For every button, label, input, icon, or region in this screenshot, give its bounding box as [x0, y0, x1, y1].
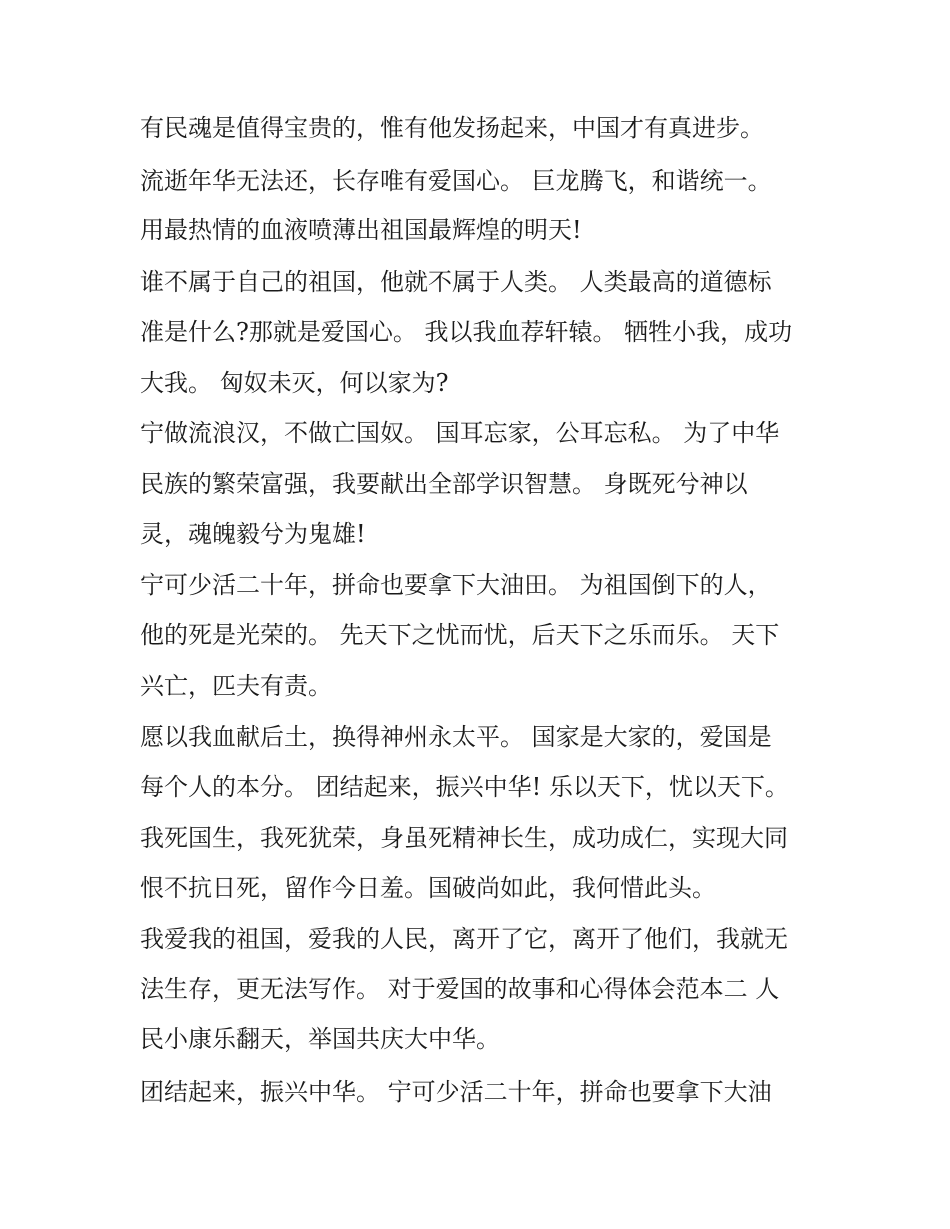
- text-line: 准是什么?那就是爱国心。 我以我血荐轩辕。 牺牲小我，成功: [140, 318, 793, 346]
- text-line: 兴亡，匹夫有责。: [140, 672, 332, 700]
- text-line: 我爱我的祖国，爱我的人民，离开了它，离开了他们，我就无: [140, 925, 788, 953]
- text-line: 宁可少活二十年，拼命也要拿下大油田。 为祖国倒下的人，: [140, 571, 772, 599]
- text-line: 谁不属于自己的祖国，他就不属于人类。 人类最高的道德标: [140, 268, 772, 296]
- text-line: 用最热情的血液喷薄出祖国最辉煌的明天!: [140, 216, 582, 244]
- text-line: 民小康乐翻天，举国共庆大中华。: [140, 1025, 500, 1053]
- text-line: 我死国生，我死犹荣，身虽死精神长生，成功成仁，实现大同: [140, 824, 788, 852]
- text-line: 流逝年华无法还，长存唯有爱国心。 巨龙腾飞，和谐统一。: [140, 167, 772, 195]
- text-line: 灵，魂魄毅兮为鬼雄!: [140, 520, 366, 548]
- text-line: 愿以我血献后土，换得神州永太平。 国家是大家的，爱国是: [140, 723, 772, 751]
- text-line: 他的死是光荣的。 先天下之忧而忧，后天下之乐而乐。 天下: [140, 621, 780, 649]
- text-line: 团结起来，振兴中华。 宁可少活二十年，拼命也要拿下大油: [140, 1078, 772, 1106]
- text-line: 有民魂是值得宝贵的，惟有他发扬起来，中国才有真进步。: [140, 114, 764, 142]
- text-line: 宁做流浪汉，不做亡国奴。 国耳忘家，公耳忘私。 为了中华: [140, 419, 780, 447]
- text-line: 恨不抗日死，留作今日羞。国破尚如此，我何惜此头。: [140, 874, 716, 902]
- text-line: 每个人的本分。 团结起来，振兴中华! 乐以天下，忧以天下。: [140, 773, 789, 801]
- text-line: 大我。 匈奴未灭，何以家为?: [140, 369, 449, 397]
- text-line: 法生存，更无法写作。 对于爱国的故事和心得体会范本二 人: [140, 975, 780, 1003]
- text-line: 民族的繁荣富强，我要献出全部学识智慧。 身既死兮神以: [140, 470, 748, 498]
